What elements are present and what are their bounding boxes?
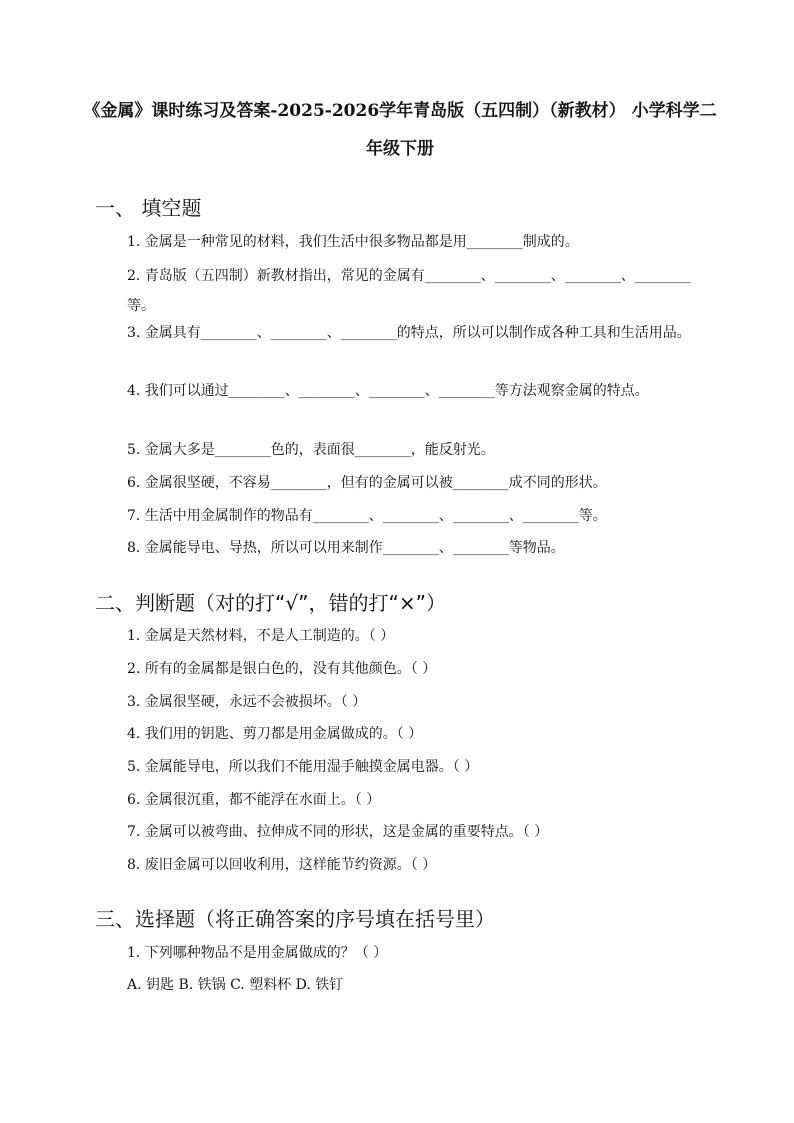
question-item: 2. 青岛版（五四制）新教材指出，常见的金属有________、________、________、________等。: [127, 268, 691, 314]
question-item: 5. 金属能导电，所以我们不能用湿手触摸金属电器。（ ）: [127, 759, 479, 775]
question-item: 7. 生活中用金属制作的物品有________、________、________、________等。: [127, 508, 607, 524]
question-item: 1. 金属是一种常见的材料，我们生活中很多物品都是用________制成的。: [127, 234, 579, 250]
section-heading-fill-blank: 一、 填空题: [95, 196, 202, 220]
question-item: 4. 我们用的钥匙、剪刀都是用金属做成的。（ ）: [127, 726, 423, 742]
question-item: 6. 金属很坚硬，不容易________，但有的金属可以被________成不同的形状。: [127, 475, 607, 491]
question-item: 4. 我们可以通过________、________、________、________等方法观察金属的特点。: [127, 383, 649, 399]
question-item: 1. 下列哪种物品不是用金属做成的？（ ）: [127, 945, 388, 961]
section-heading-true-false: 二、判断题（对的打“√”，错的打“×”）: [95, 591, 446, 615]
question-item: 1. 金属是天然材料，不是人工制造的。（ ）: [127, 628, 395, 644]
answer-options: A. 钥匙 B. 铁锅 C. 塑料杯 D. 铁钉: [127, 977, 344, 993]
page-title: 《金属》课时练习及答案-2025-2026学年青岛版（五四制）（新教材） 小学科学二年级下册: [83, 101, 717, 159]
question-item: 5. 金属大多是________色的，表面很________，能反射光。: [127, 442, 495, 458]
question-item: 8. 废旧金属可以回收利用，这样能节约资源。（ ）: [127, 857, 437, 873]
question-item: 3. 金属具有________、________、________的特点，所以可以制作成各种工具和生活用品。: [127, 325, 691, 341]
section-heading-multiple-choice: 三、选择题（将正确答案的序号填在括号里）: [95, 907, 495, 931]
question-item: 3. 金属很坚硬，永远不会被损坏。（ ）: [127, 694, 367, 710]
question-item: 7. 金属可以被弯曲、拉伸成不同的形状，这是金属的重要特点。（ ）: [127, 824, 549, 840]
question-item: 8. 金属能导电、导热，所以可以用来制作________、________等物品。: [127, 540, 565, 556]
question-item: 2. 所有的金属都是银白色的，没有其他颜色。（ ）: [127, 661, 437, 677]
question-item: 6. 金属很沉重，都不能浮在水面上。（ ）: [127, 792, 381, 808]
